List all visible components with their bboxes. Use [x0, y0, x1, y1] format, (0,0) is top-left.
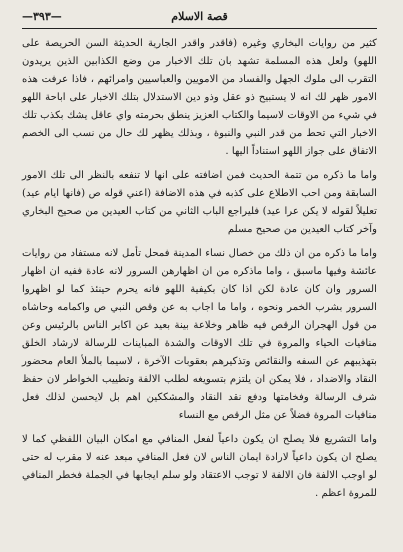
page-number: —٣٩٣—	[22, 10, 62, 23]
running-title: قصة الاسلام	[171, 10, 228, 23]
paragraph: واما ما ذكره من تتمة الحديث فمن اضافته على انها لا تنفعه بالنظر الى تلك الامور السابقة ومن احب الاطلاع على كذبه في هذه الاضافة (اعني قوله ص (فانها ايام عيد) تعليلاً لقوله لا يكن عرا عيد) فليراجع الباب الثاني من كتاب العيدين من صحيح البخاري وآخر كتاب العيدين من صحيح مسلم	[22, 170, 377, 235]
paragraph: واما التشريع فلا يصلح ان يكون داعياً لفعل المنافي مع امكان البيان اللفظي كما لا يصلح ان يكون داعياً لارادة ايمان الناس لان فعل المنافي مبعد عنه لا مقرب له حتى لو اوجب الالفة فان الالفة لا توجب الاعتقاد ولو سلم ايجابها في الجملة فخطر المنافي للمروة اعظم .	[22, 434, 377, 499]
page-header	[22, 8, 377, 29]
paragraph: كثير من روايات البخاري وغيره (فاقدر واقدر الجارية الحديثة السن الحريصة على اللهو) ولعل هذه المسلمة تشهد بان تلك الاخبار من وضع الكذابين الذين يريدون التقرب الى ملوك الجهل والفساد من الامويين والعباسيين وامرائهم ، فاذا عرفت هذه الامور ظهر لك انه لا يستبيح ذو عقل وذو دين الاستدلال بتلك الاخبار على اباحة اللهو في شيء من الاوقات لاسيما والكتاب العزيز ينطق بحرمته واي عاقل يشك بكذب تلك الاخبار التي تحط من قدر النبي والنبوة ، وبذلك يظهر لك حال من نسب الى الخصم الاتفاق على جواز اللهو استناداً اليها .	[22, 38, 377, 157]
paragraph: واما ما ذكره من ان ذلك من خصال نساء المدينة فمحل تأمل لانه مستفاد من روايات عائشة وفيها ماسبق ، واما ماذكره من ان اظهارهن السرور لانه عادة ففيه ان اظهار السرور وان كان عادة لكن اذا كان بكيفية اللهو فانه يحرم حينئذ كما لو اظهروا السرور بشرب الخمر ونحوه ، واما ما اجاب به عن وقص النبي ص واكمامه وحاشاه من قول الهجران الرقص فيه ظاهر وخلاعة بينة بعيد عن اكابر الناس بالرئيس وعن منافيات الحياء والمروة في تلك الاوقات والشدة المباينات للرسالة لارشاد الخلق بتهذيبهم عن السفه والنقائص وتذكيرهم بعقوبات الآخرة ، لاسيما بالملأ العام محضور النقاد والاضداد ، فلا يمكن ان يلتزم بتسويغه لطلب الالفة وتطييب الخواطر لان حفظ شرف الرسالة وفخامتها ودفع نقد النقاد والمشككين اهم بل لايحسن لذلك فعل منافيات المروة فضلاً عن مثل الرقص مع النساء	[22, 248, 377, 421]
body-text	[22, 35, 377, 503]
